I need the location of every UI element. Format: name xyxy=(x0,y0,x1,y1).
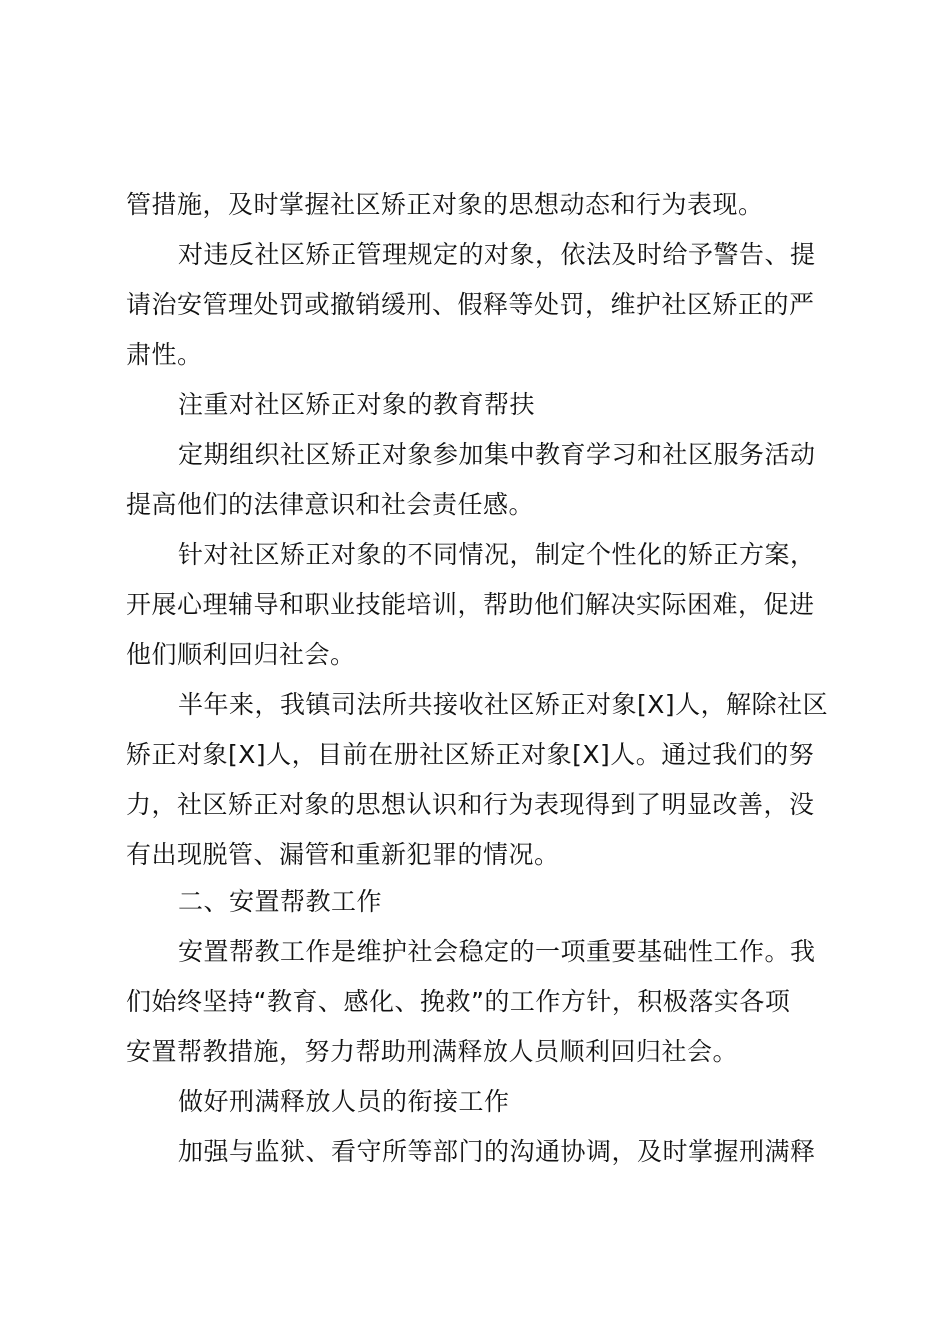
text-line: 提高他们的法律意识和社会责任感。 xyxy=(126,490,535,519)
paragraph-start: 安置帮教工作是维护社会稳定的一项重要基础性工作。我 xyxy=(178,937,816,966)
text-line: 矫正对象[X]人，目前在册社区矫正对象[X]人。通过我们的努 xyxy=(126,740,815,769)
section-heading: 二、安置帮教工作 xyxy=(178,887,383,916)
text-line: 管措施，及时掌握社区矫正对象的思想动态和行为表现。 xyxy=(126,190,764,219)
text-line: 开展心理辅导和职业技能培训，帮助他们解决实际困难，促进 xyxy=(126,590,815,619)
paragraph-start: 针对社区矫正对象的不同情况，制定个性化的矫正方案， xyxy=(178,540,816,569)
text-line: 力，社区矫正对象的思想认识和行为表现得到了明显改善，没 xyxy=(126,790,815,819)
paragraph-start: 半年来，我镇司法所共接收社区矫正对象[X]人，解除社区 xyxy=(178,690,829,719)
paragraph-start: 定期组织社区矫正对象参加集中教育学习和社区服务活动 xyxy=(178,440,816,469)
text-line: 他们顺利回归社会。 xyxy=(126,640,356,669)
text-line: 请治安管理处罚或撤销缓刑、假释等处罚，维护社区矫正的严 xyxy=(126,290,815,319)
text-line: 有出现脱管、漏管和重新犯罪的情况。 xyxy=(126,840,560,869)
paragraph-start: 对违反社区矫正管理规定的对象，依法及时给予警告、提 xyxy=(178,240,816,269)
text-line: 们始终坚持“教育、感化、挽救”的工作方针，积极落实各项 xyxy=(126,987,791,1016)
section-subheading: 注重对社区矫正对象的教育帮扶 xyxy=(178,390,536,419)
text-line: 肃性。 xyxy=(126,340,203,369)
section-subheading: 做好刑满释放人员的衔接工作 xyxy=(178,1087,510,1116)
text-line: 安置帮教措施，努力帮助刑满释放人员顺利回归社会。 xyxy=(126,1037,739,1066)
paragraph-start: 加强与监狱、看守所等部门的沟通协调，及时掌握刑满释 xyxy=(178,1137,816,1166)
